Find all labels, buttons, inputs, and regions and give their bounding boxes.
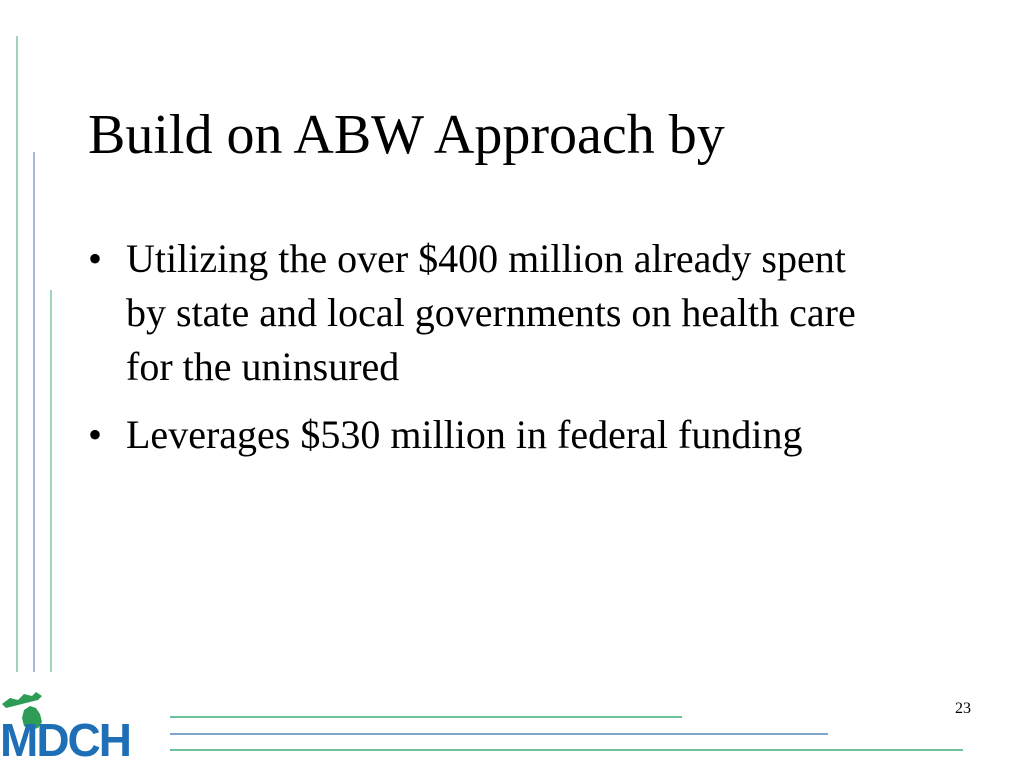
mdch-logo <box>0 690 156 768</box>
decorative-horizontal-line <box>170 716 682 718</box>
decorative-horizontal-line <box>170 749 963 751</box>
decorative-vertical-line <box>16 36 18 672</box>
logo-text: MDCH <box>0 714 130 766</box>
decorative-vertical-line <box>33 152 35 672</box>
bullet-item <box>88 408 888 462</box>
slide-title: Build on ABW Approach by <box>88 104 725 166</box>
page-number: 23 <box>955 700 971 717</box>
bullet-icon: • <box>88 412 103 457</box>
decorative-vertical-line <box>50 290 52 672</box>
decorative-horizontal-line <box>170 733 828 735</box>
bullet-text: Leverages $530 million in federal funding <box>126 412 803 457</box>
bullet-icon: • <box>88 236 103 281</box>
bullet-text: Utilizing the over $400 million already spent by state and local governments on health care for the uninsured <box>126 236 856 389</box>
bullet-list <box>88 232 888 476</box>
bullet-item <box>88 232 888 394</box>
